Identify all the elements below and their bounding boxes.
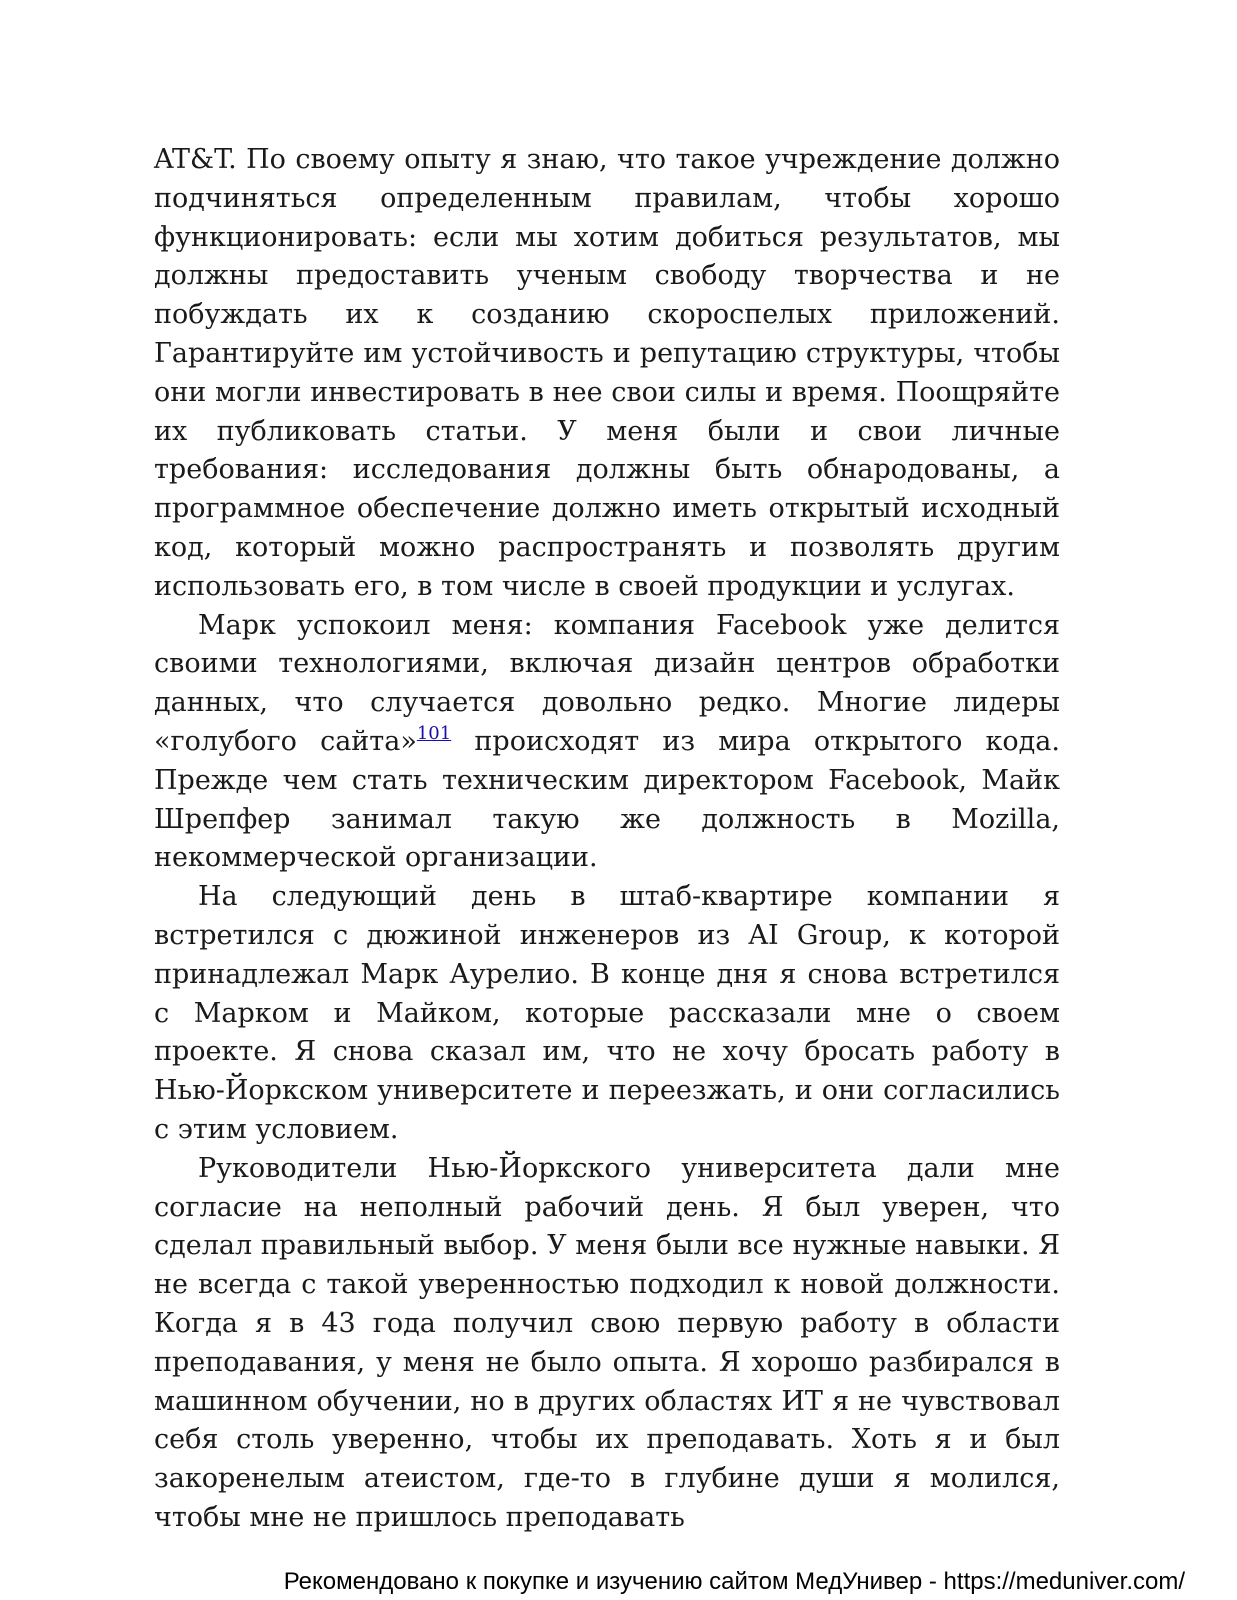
paragraph-1: AT&T. По своему опыту я знаю, что такое учреждение должно подчиняться определенным правилам, чтобы хорошо функционировать: если мы хотим добиться результатов, мы должны предоставить ученым свободу творчества и не побуждать их к созданию скороспелых приложений. Гарантируйте им устойчивость и репутацию структуры, чтобы они могли инвестировать в нее свои силы и время. Поощряйте их публиковать статьи. У меня были и свои личные требования: исследования должны быть обнародованы, а программное обеспечение должно иметь открытый исходный код, который можно распространять и позволять другим использовать его, в том числе в своей продукции и услугах.	[154, 144, 1060, 602]
footer-watermark: Рекомендовано к покупке и изучению сайтом МедУнивер - https://meduniver.com/	[283, 1568, 1185, 1595]
paragraph-4: Руководители Нью-Йоркского университета дали мне согласие на неполный рабочий день. Я был уверен, что сделал правильный выбор. У меня были все нужные навыки. Я не всегда с такой уверенностью подходил к новой должности. Когда я в 43 года получил свою первую работу в области преподавания, у меня не было опыта. Я хорошо разбирался в машинном обучении, но в других областях ИТ я не чувствовал себя столь уверенно, чтобы их преподавать. Хоть я и был закоренелым атеистом, где-то в глубине души я молился, чтобы мне не пришлось преподавать	[154, 1152, 1060, 1533]
paragraph-3: На следующий день в штаб-квартире компании я встретился с дюжиной инженеров из AI Group, к которой принадлежал Марк Аурелио. В конце дня я снова встретился с Марком и Майком, которые рассказали мне о своем проекте. Я снова сказал им, что не хочу бросать работу в Нью-Йоркском университете и переезжать, и они согласились с этим условием.	[154, 881, 1060, 1145]
paragraph-2-text-after: происходят из мира открытого кода. Прежде чем стать техническим директором Facebook, Майк Шрепфер занимал такую же должность в Mozilla, некоммерческой организации.	[154, 725, 1060, 874]
footnote-link-101[interactable]: 101	[416, 722, 452, 744]
paragraph-2	[154, 607, 1060, 879]
paragraph-2-text-before: Марк успокоил меня: компания Facebook уже делится своими технологиями, включая дизайн центров обработки данных, что случается довольно редко. Многие лидеры «голубого сайта»	[154, 609, 1060, 757]
page-body	[154, 141, 1060, 1538]
